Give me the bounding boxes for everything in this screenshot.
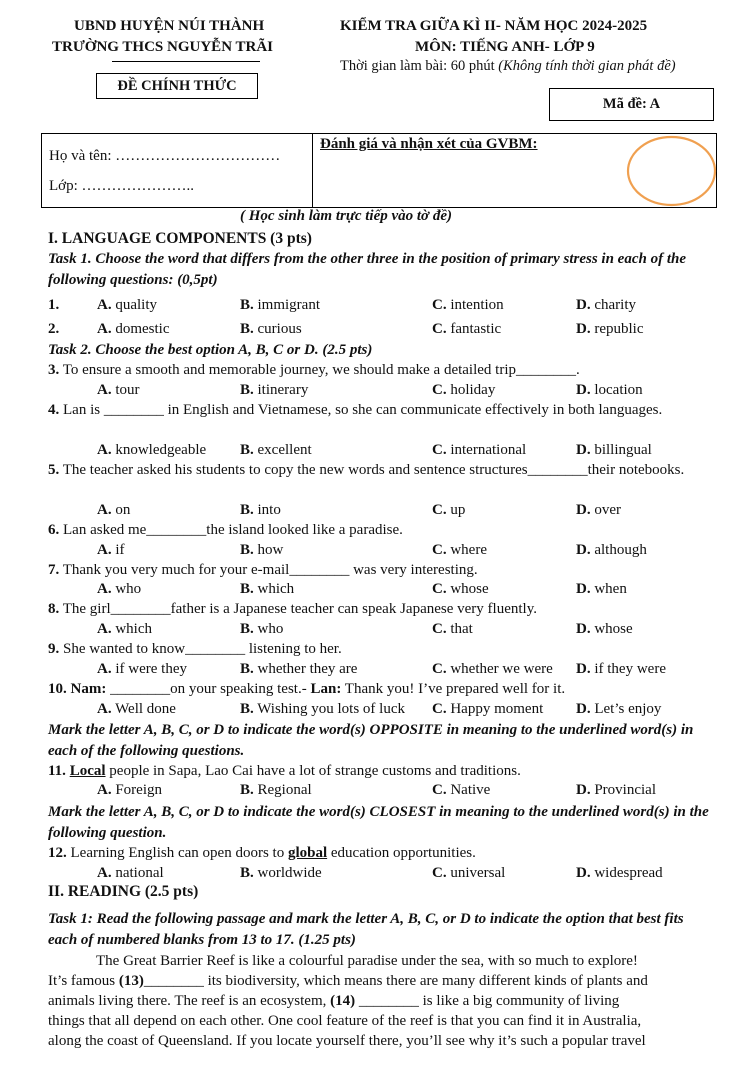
q4-option-d[interactable]: D. billingual bbox=[576, 442, 652, 458]
q9-option-b[interactable]: B. whether they are bbox=[240, 661, 358, 677]
q7-option-b[interactable]: B. which bbox=[240, 581, 295, 597]
subject-title: MÔN: TIẾNG ANH- LỚP 9 bbox=[415, 39, 595, 55]
q4-option-c[interactable]: C. international bbox=[432, 442, 527, 458]
section1-title: I. LANGUAGE COMPONENTS (3 pts) bbox=[48, 230, 312, 247]
q11-option-a[interactable]: A. Foreign bbox=[97, 782, 163, 798]
q10-option-b[interactable]: B. Wishing you lots of luck bbox=[240, 701, 405, 717]
q7-option-a[interactable]: A. who bbox=[97, 581, 142, 597]
q12-stem: 12. Learning English can open doors to global education opportunities. bbox=[48, 845, 476, 861]
q11-stem: 11. Local people in Sapa, Lao Cai have a lot of strange customs and traditions. bbox=[48, 763, 521, 779]
school-underline bbox=[112, 61, 260, 62]
q9-option-c[interactable]: C. whether we were bbox=[432, 661, 553, 677]
q11-option-b[interactable]: B. Regional bbox=[240, 782, 312, 798]
q3-stem: 3. To ensure a smooth and memorable journey, we should make a detailed trip________. bbox=[48, 362, 580, 378]
section2-title: II. READING (2.5 pts) bbox=[48, 883, 199, 900]
q5-option-b[interactable]: B. into bbox=[240, 502, 281, 518]
q8-option-d[interactable]: D. whose bbox=[576, 621, 633, 637]
q8-option-b[interactable]: B. who bbox=[240, 621, 284, 637]
q7-stem: 7. Thank you very much for your e-mail________ was very interesting. bbox=[48, 562, 478, 578]
q10-option-c[interactable]: C. Happy moment bbox=[432, 701, 544, 717]
q10-option-a[interactable]: A. Well done bbox=[97, 701, 176, 717]
reading-task1-title: Task 1: Read the following passage and mark the letter A, B, C, or D to indicate the option that best fits each of numbered blanks from 13 to 17. (1.25 pts) bbox=[48, 911, 684, 948]
q9-option-d[interactable]: D. if they were bbox=[576, 661, 666, 677]
q6-option-b[interactable]: B. how bbox=[240, 542, 284, 558]
q2-option-d[interactable]: D. republic bbox=[576, 321, 644, 337]
closest-instruction: Mark the letter A, B, C, or D to indicate the word(s) CLOSEST in meaning to the underlined word(s) in the following question. bbox=[48, 804, 709, 841]
q12-option-b[interactable]: B. worldwide bbox=[240, 865, 322, 881]
q4-option-b[interactable]: B. excellent bbox=[240, 442, 312, 458]
name-field[interactable]: Họ và tên: …………………………… bbox=[49, 148, 281, 164]
info-box-divider bbox=[312, 133, 313, 207]
q1-option-a[interactable]: A. quality bbox=[97, 297, 158, 313]
q3-option-b[interactable]: B. itinerary bbox=[240, 382, 309, 398]
q1-option-b[interactable]: B. immigrant bbox=[240, 297, 321, 313]
passage-line-5: along the coast of Queensland. If you locate yourself there, you’ll see why it’s such a popular travel bbox=[48, 1033, 646, 1049]
score-circle-icon bbox=[626, 135, 718, 209]
q1-number: 1. bbox=[48, 297, 60, 313]
official-box bbox=[96, 73, 258, 99]
q6-stem: 6. Lan asked me________the island looked like a paradise. bbox=[48, 522, 403, 538]
q12-option-d[interactable]: D. widespread bbox=[576, 865, 663, 881]
q2-option-a[interactable]: A. domestic bbox=[97, 321, 170, 337]
q7-option-d[interactable]: D. when bbox=[576, 581, 627, 597]
exam-code-label: Mã đề: A bbox=[602, 96, 661, 112]
teacher-comment-label: Đánh giá và nhận xét của GVBM: bbox=[320, 136, 538, 152]
q5-option-c[interactable]: C. up bbox=[432, 502, 466, 518]
class-field[interactable]: Lớp: ………………….. bbox=[49, 178, 195, 194]
task1-title: Task 1. Choose the word that differs from the other three in the position of primary stress in each of the following questions: (0,5pt) bbox=[48, 251, 686, 288]
q8-option-c[interactable]: C. that bbox=[432, 621, 473, 637]
q8-stem: 8. The girl________father is a Japanese teacher can speak Japanese very fluently. bbox=[48, 601, 537, 617]
official-label: ĐỀ CHÍNH THỨC bbox=[117, 78, 237, 94]
q8-option-a[interactable]: A. which bbox=[97, 621, 153, 637]
q3-option-d[interactable]: D. location bbox=[576, 382, 643, 398]
q5-option-a[interactable]: A. on bbox=[97, 502, 131, 518]
passage-line-1: The Great Barrier Reef is like a colourful paradise under the sea, with so much to explore! bbox=[96, 953, 638, 969]
q11-option-c[interactable]: C. Native bbox=[432, 782, 491, 798]
q6-option-d[interactable]: D. although bbox=[576, 542, 647, 558]
q12-option-a[interactable]: A. national bbox=[97, 865, 164, 881]
task2-title: Task 2. Choose the best option A, B, C or D. (2.5 pts) bbox=[48, 342, 373, 358]
q3-option-a[interactable]: A. tour bbox=[97, 382, 140, 398]
q1-option-d[interactable]: D. charity bbox=[576, 297, 636, 313]
exam-title: KIỂM TRA GIỮA KÌ II- NĂM HỌC 2024-2025 bbox=[340, 18, 648, 34]
school-name: TRƯỜNG THCS NGUYỄN TRÃI bbox=[52, 39, 274, 55]
q4-stem: 4. Lan is ________ in English and Vietnamese, so she can communicate effectively in both languages. bbox=[48, 402, 663, 418]
q12-option-c[interactable]: C. universal bbox=[432, 865, 506, 881]
q6-option-a[interactable]: A. if bbox=[97, 542, 125, 558]
q10-option-d[interactable]: D. Let’s enjoy bbox=[576, 701, 662, 717]
q5-option-d[interactable]: D. over bbox=[576, 502, 621, 518]
q9-option-a[interactable]: A. if were they bbox=[97, 661, 187, 677]
q1-option-c[interactable]: C. intention bbox=[432, 297, 504, 313]
q2-number: 2. bbox=[48, 321, 60, 337]
instruction-note: ( Học sinh làm trực tiếp vào tờ đề) bbox=[240, 208, 453, 224]
q4-option-a[interactable]: A. knowledgeable bbox=[97, 442, 207, 458]
passage-line-4: things that all depend on each other. One cool feature of the reef is that you can find it in Australia, bbox=[48, 1013, 642, 1029]
q3-option-c[interactable]: C. holiday bbox=[432, 382, 496, 398]
q7-option-c[interactable]: C. whose bbox=[432, 581, 489, 597]
opposite-instruction: Mark the letter A, B, C, or D to indicate the word(s) OPPOSITE in meaning to the underlined word(s) in each of the following questions. bbox=[48, 722, 694, 759]
q2-option-b[interactable]: B. curious bbox=[240, 321, 302, 337]
q6-option-c[interactable]: C. where bbox=[432, 542, 487, 558]
time-info: Thời gian làm bài: 60 phút (Không tính thời gian phát đề) bbox=[340, 58, 676, 74]
district-name: UBND HUYỆN NÚI THÀNH bbox=[74, 18, 265, 34]
q9-stem: 9. She wanted to know________ listening to her. bbox=[48, 641, 342, 657]
q10-stem: 10. Nam: ________on your speaking test.- Lan: Thank you! I’ve prepared well for it. bbox=[48, 681, 566, 697]
q11-option-d[interactable]: D. Provincial bbox=[576, 782, 656, 798]
q2-option-c[interactable]: C. fantastic bbox=[432, 321, 502, 337]
passage-line-2: It’s famous (13)________ its biodiversity, which means there are many different kinds of plants and bbox=[48, 973, 648, 989]
passage-line-3: animals living there. The reef is an ecosystem, (14) ________ is like a big community of living bbox=[48, 993, 620, 1009]
q5-stem: 5. The teacher asked his students to copy the new words and sentence structures________their notebooks. bbox=[48, 462, 685, 478]
exam-code-box bbox=[549, 88, 714, 121]
